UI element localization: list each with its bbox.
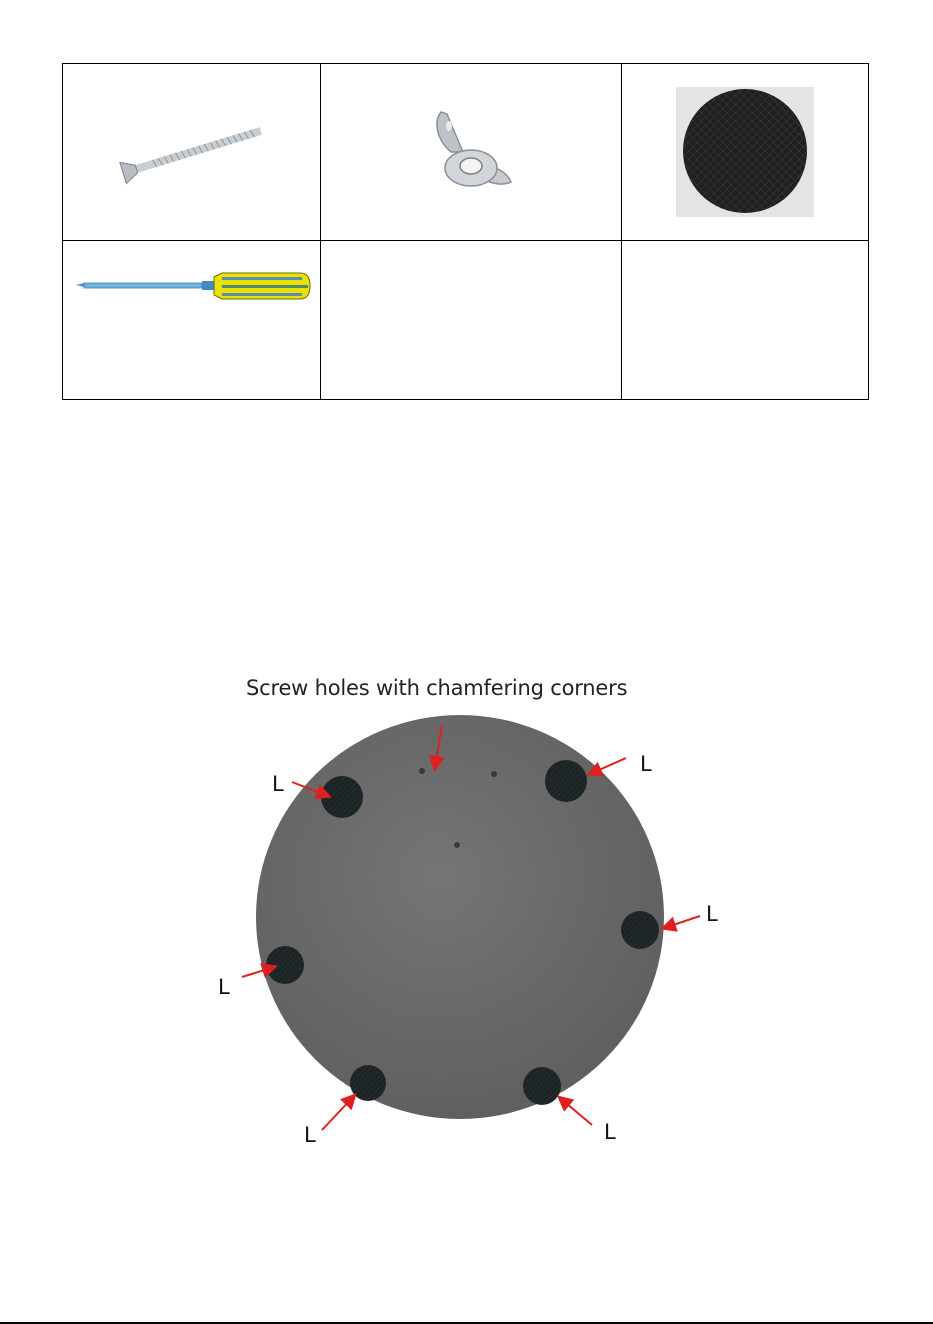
arrow: [560, 1098, 592, 1125]
base-plate-diagram: [180, 670, 740, 1150]
cell-screwdriver: [63, 241, 321, 400]
pad-label: L: [706, 902, 718, 926]
pad-label: L: [218, 975, 230, 999]
wing-nut-icon: [411, 92, 531, 212]
rubber-pad: [621, 911, 659, 949]
rubber-pad: [321, 776, 363, 818]
pad-label: L: [640, 752, 652, 776]
pad-label: L: [604, 1120, 616, 1144]
pad-label: L: [272, 772, 284, 796]
diagram-title: Screw holes with chamfering corners: [246, 676, 628, 700]
cell-wing-nut: [321, 64, 622, 241]
cell-screw: [63, 64, 321, 241]
parts-row-1: [63, 64, 869, 241]
empty-cell: [622, 241, 869, 400]
screw-hole: [491, 771, 497, 777]
cell-rubber-pad: [622, 64, 869, 241]
rubber-pad: [545, 760, 587, 802]
screw-hole: [454, 842, 460, 848]
rubber-pad: [266, 946, 304, 984]
pad-label: L: [304, 1123, 316, 1147]
base-plate: [256, 715, 664, 1119]
arrow: [322, 1096, 354, 1130]
parts-table: [62, 63, 869, 400]
screw-hole: [419, 768, 425, 774]
parts-row-2: [63, 241, 869, 400]
countersunk-screw-icon: [112, 117, 272, 187]
screwdriver-icon: [72, 263, 312, 323]
empty-cell: [321, 241, 622, 400]
rubber-pad-icon: [676, 87, 814, 217]
rubber-pad: [523, 1067, 561, 1105]
rubber-pad: [350, 1065, 386, 1101]
arrow: [664, 916, 700, 928]
